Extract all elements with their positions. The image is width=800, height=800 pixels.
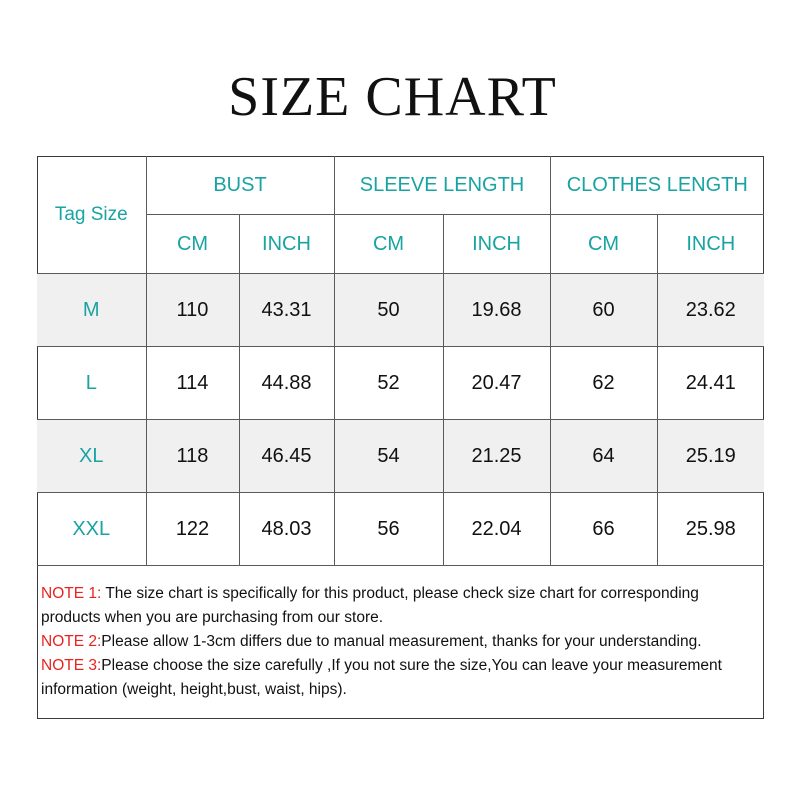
note-3-label: NOTE 3:: [41, 657, 102, 674]
table-cell: 25.98: [657, 493, 764, 566]
tag-size-header: Tag Size: [37, 156, 146, 274]
table-cell: 22.04: [443, 493, 550, 566]
table-cell: 43.31: [239, 274, 334, 347]
table-cell: 19.68: [443, 274, 550, 347]
unit-header: INCH: [657, 215, 764, 274]
note-1: [41, 582, 761, 630]
table-cell: 62: [550, 347, 657, 420]
size-chart-table: [37, 156, 764, 566]
size-label: XL: [37, 420, 146, 493]
note-2-text: Please allow 1-3cm differs due to manual measurement, thanks for your understanding.: [101, 633, 702, 650]
table-cell: 48.03: [239, 493, 334, 566]
note-1-text: The size chart is specifically for this product, please check size chart for corresponding products when you are purchasing from our store.: [41, 585, 699, 626]
unit-header: CM: [334, 215, 443, 274]
table-row: [37, 347, 764, 420]
notes-section: [41, 582, 761, 702]
table-cell: 52: [334, 347, 443, 420]
unit-header: CM: [550, 215, 657, 274]
table-cell: 23.62: [657, 274, 764, 347]
table-cell: 20.47: [443, 347, 550, 420]
size-label: XXL: [37, 493, 146, 566]
note-2: [41, 630, 761, 654]
bust-header: BUST: [146, 156, 334, 215]
table-cell: 114: [146, 347, 239, 420]
table-cell: 46.45: [239, 420, 334, 493]
unit-header: CM: [146, 215, 239, 274]
page-title: SIZE CHART: [228, 66, 557, 128]
table-cell: 24.41: [657, 347, 764, 420]
table-cell: 60: [550, 274, 657, 347]
note-1-label: NOTE 1:: [41, 585, 102, 602]
sleeve-length-header: SLEEVE LENGTH: [334, 156, 550, 215]
table-cell: 118: [146, 420, 239, 493]
table-cell: 25.19: [657, 420, 764, 493]
table-cell: 50: [334, 274, 443, 347]
table-row: [37, 420, 764, 493]
table-cell: 64: [550, 420, 657, 493]
table-cell: 44.88: [239, 347, 334, 420]
note-2-label: NOTE 2:: [41, 633, 102, 650]
note-3-text: Please choose the size carefully ,If you not sure the size,You can leave your measurement information (weight, height,bust, waist, hips).: [41, 657, 722, 698]
table-cell: 122: [146, 493, 239, 566]
table-cell: 54: [334, 420, 443, 493]
table-cell: 110: [146, 274, 239, 347]
unit-header: INCH: [443, 215, 550, 274]
unit-header: INCH: [239, 215, 334, 274]
note-3: [41, 654, 761, 702]
table-cell: 66: [550, 493, 657, 566]
table-row: [37, 274, 764, 347]
clothes-length-header: CLOTHES LENGTH: [550, 156, 764, 215]
size-label: L: [37, 347, 146, 420]
table-cell: 56: [334, 493, 443, 566]
table-row: [37, 493, 764, 566]
size-label: M: [37, 274, 146, 347]
table-cell: 21.25: [443, 420, 550, 493]
